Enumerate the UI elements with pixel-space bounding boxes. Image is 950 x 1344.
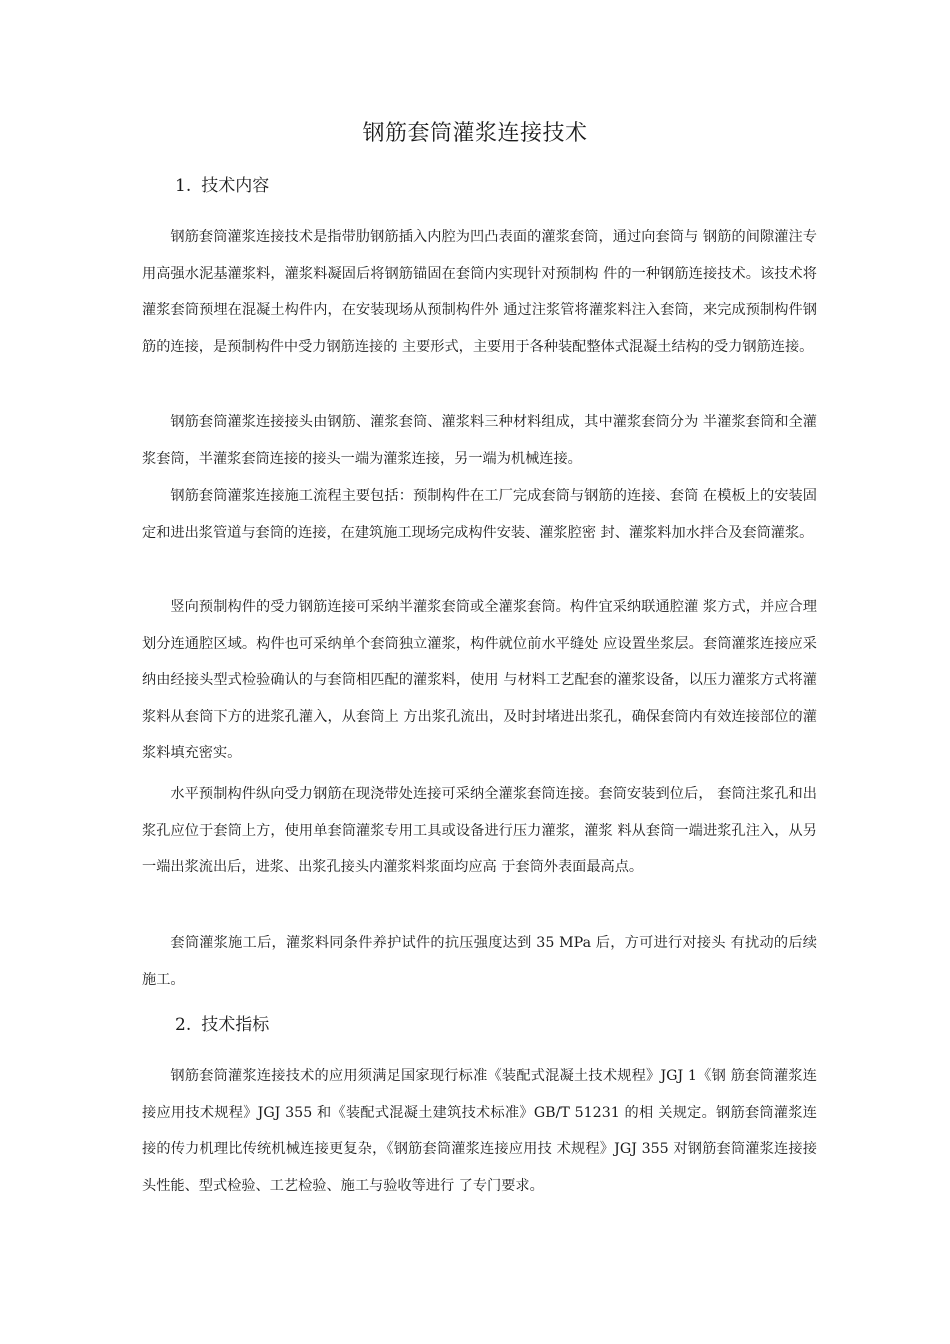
paragraph: 水平预制构件纵向受力钢筋在现浇带处连接可采纳全灌浆套筒连接。套筒安装到位后， 套筒注浆孔和出浆孔应位于套筒上方，使用单套筒灌浆专用工具或设备进行压力灌浆，灌浆 料从套筒一端进浆孔注入，从另一端出浆流出后，进浆、出浆孔接头内灌浆料浆面均应高 于套筒外表面最高点。 [142, 786, 817, 876]
paragraph: 钢筋套筒灌浆连接施工流程主要包括：预制构件在工厂完成套筒与钢筋的连接、套筒 在模板上的安装固定和进出浆管道与套筒的连接，在建筑施工现场完成构件安装、灌浆腔密 封、灌浆料加水拌合及套筒灌浆。 [142, 488, 817, 541]
paragraph: 钢筋套筒灌浆连接技术是指带肋钢筋插入内腔为凹凸表面的灌浆套筒，通过向套筒与 钢筋的间隙灌注专用高强水泥基灌浆料，灌浆料凝固后将钢筋锚固在套筒内实现针对预制构 件的一种钢筋连接技术。该技术将灌浆套筒预埋在混凝土构件内，在安装现场从预制构件外 通过注浆管将灌浆料注入套筒，来完成预制构件钢筋的连接，是预制构件中受力钢筋连接的 主要形式，主要用于各种装配整体式混凝土结构的受力钢筋连接。 [142, 229, 817, 355]
section-title: 技术指标 [201, 1015, 270, 1035]
section-number: 2. [175, 1015, 192, 1035]
section-heading-technical-content [175, 173, 269, 199]
paragraph: 钢筋套筒灌浆连接技术的应用须满足国家现行标准《装配式混凝土技术规程》JGJ 1《钢 筋套筒灌浆连接应用技术规程》JGJ 355 和《装配式混凝土建筑技术标准》GB/T 51231 的相 关规定。钢筋套筒灌浆连接的传力机理比传统机械连接更复杂，《钢筋套筒灌浆连接应用技 术规程》JGJ 355 对钢筋套筒灌浆连接接头性能、型式检验、工艺检验、施工与验收等进行 了专门要求。 [142, 1068, 817, 1194]
paragraph: 钢筋套筒灌浆连接接头由钢筋、灌浆套筒、灌浆料三种材料组成，其中灌浆套筒分为 半灌浆套筒和全灌浆套筒，半灌浆套筒连接的接头一端为灌浆连接，另一端为机械连接。 [142, 414, 817, 467]
document-title: 钢筋套筒灌浆连接技术 [362, 121, 588, 146]
section-number: 1. [175, 176, 192, 196]
paragraph: 竖向预制构件的受力钢筋连接可采纳半灌浆套筒或全灌浆套筒。构件宜采纳联通腔灌 浆方式，并应合理划分连通腔区域。构件也可采纳单个套筒独立灌浆，构件就位前水平缝处 应设置坐浆层。套筒灌浆连接应采纳由经接头型式检验确认的与套筒相匹配的灌浆料，使用 与材料工艺配套的灌浆设备，以压力灌浆方式将灌浆料从套筒下方的进浆孔灌入，从套筒上 方出浆孔流出，及时封堵进出浆孔，确保套筒内有效连接部位的灌浆料填充密实。 [142, 599, 817, 762]
section-title: 技术内容 [201, 176, 270, 196]
section-heading-technical-indicators [175, 1012, 269, 1038]
paragraph: 套筒灌浆施工后，灌浆料同条件养护试件的抗压强度达到 35 MPa 后，方可进行对接头 有扰动的后续施工。 [142, 935, 817, 988]
